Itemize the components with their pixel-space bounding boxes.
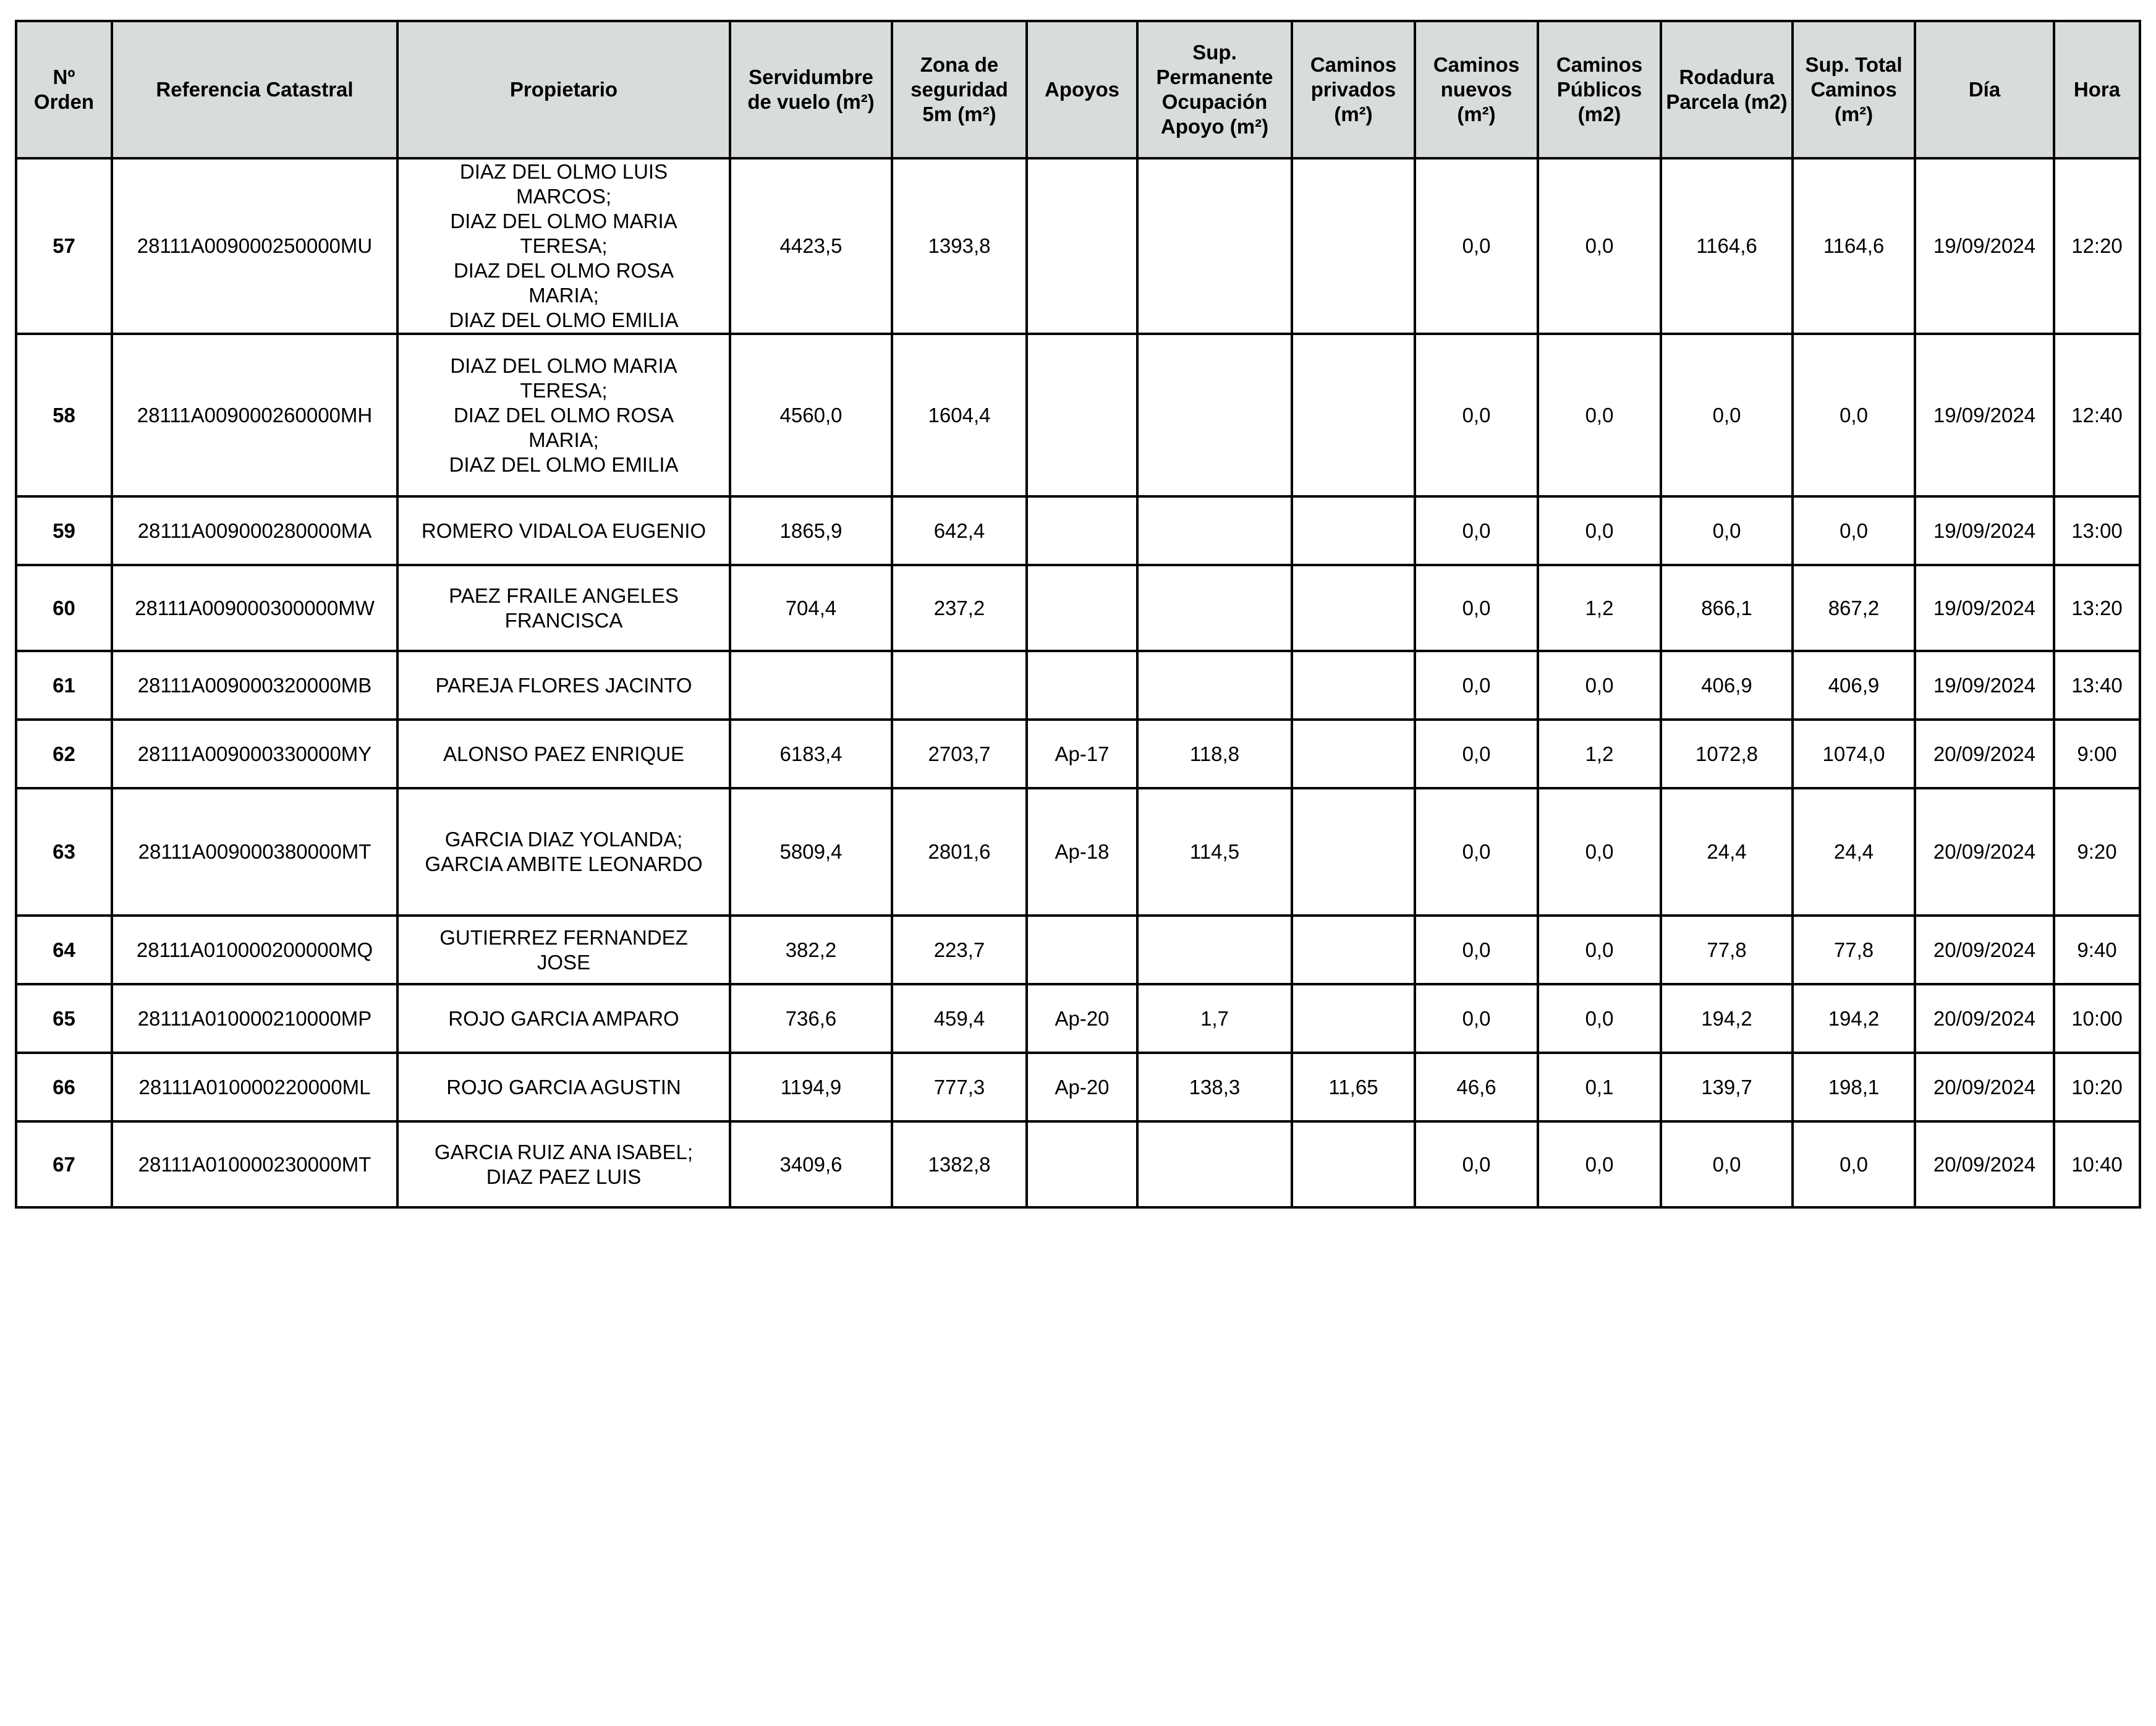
owner-line: DIAZ DEL OLMO ROSA [453, 259, 674, 282]
cell-referencia: 28111A009000380000MT [112, 788, 397, 916]
cell-caminos-privados [1292, 496, 1415, 565]
afecciones-table [15, 20, 2141, 1209]
cell-hora: 13:20 [2054, 565, 2140, 651]
table-row [16, 1121, 2140, 1207]
cell-referencia: 28111A009000300000MW [112, 565, 397, 651]
owner-line: MARCOS; [516, 185, 611, 208]
cell-rodadura: 1164,6 [1661, 158, 1793, 334]
cell-apoyos [1027, 565, 1137, 651]
cell-caminos-publicos: 0,1 [1538, 1053, 1661, 1121]
cell-sup-total: 0,0 [1793, 1121, 1915, 1207]
cell-apoyos [1027, 158, 1137, 334]
cell-dia: 20/09/2024 [1915, 720, 2054, 788]
cell-sup-permanente [1137, 1121, 1292, 1207]
cell-sup-total: 0,0 [1793, 496, 1915, 565]
cell-sup-permanente: 1,7 [1137, 984, 1292, 1053]
table-row [16, 565, 2140, 651]
cell-zona-seguridad: 1382,8 [892, 1121, 1027, 1207]
table-row [16, 334, 2140, 496]
header-caminos-nuevos: Caminos nuevos (m²) [1415, 21, 1538, 158]
cell-propietario [397, 158, 730, 334]
cell-referencia: 28111A009000280000MA [112, 496, 397, 565]
cell-servidumbre: 5809,4 [730, 788, 892, 916]
cell-caminos-nuevos: 0,0 [1415, 651, 1538, 720]
cell-caminos-publicos: 0,0 [1538, 984, 1661, 1053]
cell-zona-seguridad [892, 651, 1027, 720]
header-caminos-privados: Caminos privados (m²) [1292, 21, 1415, 158]
cell-orden: 66 [16, 1053, 112, 1121]
cell-apoyos: Ap-20 [1027, 984, 1137, 1053]
header-zona-seguridad: Zona de seguridad 5m (m²) [892, 21, 1027, 158]
cell-rodadura: 194,2 [1661, 984, 1793, 1053]
cell-servidumbre: 736,6 [730, 984, 892, 1053]
cell-servidumbre: 1194,9 [730, 1053, 892, 1121]
cell-orden: 60 [16, 565, 112, 651]
cell-dia: 20/09/2024 [1915, 788, 2054, 916]
cell-caminos-nuevos: 0,0 [1415, 158, 1538, 334]
cell-dia: 19/09/2024 [1915, 496, 2054, 565]
owner-line: TERESA; [520, 378, 608, 402]
cell-caminos-publicos: 0,0 [1538, 788, 1661, 916]
cell-orden: 59 [16, 496, 112, 565]
cell-dia: 19/09/2024 [1915, 158, 2054, 334]
cell-sup-total: 77,8 [1793, 916, 1915, 984]
cell-servidumbre: 6183,4 [730, 720, 892, 788]
owner-line: DIAZ DEL OLMO MARIA [450, 354, 677, 377]
cell-caminos-nuevos: 0,0 [1415, 720, 1538, 788]
cell-zona-seguridad: 223,7 [892, 916, 1027, 984]
cell-caminos-publicos: 0,0 [1538, 651, 1661, 720]
cell-sup-total: 1074,0 [1793, 720, 1915, 788]
cell-sup-total: 867,2 [1793, 565, 1915, 651]
cell-zona-seguridad: 642,4 [892, 496, 1027, 565]
cell-sup-total: 194,2 [1793, 984, 1915, 1053]
cell-caminos-privados [1292, 1121, 1415, 1207]
cell-sup-permanente: 114,5 [1137, 788, 1292, 916]
owner-line: DIAZ DEL OLMO ROSA [453, 403, 674, 427]
table-row [16, 984, 2140, 1053]
owner-line: MARIA; [528, 284, 599, 307]
cell-dia: 20/09/2024 [1915, 916, 2054, 984]
cell-zona-seguridad: 237,2 [892, 565, 1027, 651]
cell-caminos-nuevos: 0,0 [1415, 496, 1538, 565]
owner-line: GARCIA DIAZ YOLANDA; [444, 828, 683, 851]
cell-sup-permanente [1137, 334, 1292, 496]
cell-caminos-privados [1292, 334, 1415, 496]
cell-propietario [397, 565, 730, 651]
cell-servidumbre: 3409,6 [730, 1121, 892, 1207]
cell-referencia: 28111A009000260000MH [112, 334, 397, 496]
cell-caminos-publicos: 1,2 [1538, 565, 1661, 651]
cell-apoyos: Ap-20 [1027, 1053, 1137, 1121]
header-sup-permanente: Sup. Permanente Ocupación Apoyo (m²) [1137, 21, 1292, 158]
cell-zona-seguridad: 459,4 [892, 984, 1027, 1053]
cell-propietario [397, 1053, 730, 1121]
cell-apoyos [1027, 916, 1137, 984]
cell-hora: 10:40 [2054, 1121, 2140, 1207]
cell-zona-seguridad: 1393,8 [892, 158, 1027, 334]
cell-orden: 64 [16, 916, 112, 984]
cell-caminos-privados [1292, 916, 1415, 984]
header-rodadura: Rodadura Parcela (m2) [1661, 21, 1793, 158]
cell-sup-permanente: 138,3 [1137, 1053, 1292, 1121]
header-propietario: Propietario [397, 21, 730, 158]
cell-apoyos [1027, 1121, 1137, 1207]
cell-rodadura: 406,9 [1661, 651, 1793, 720]
table-row [16, 788, 2140, 916]
owner-line: ROJO GARCIA AGUSTIN [446, 1075, 681, 1099]
cell-sup-total: 0,0 [1793, 334, 1915, 496]
cell-dia: 20/09/2024 [1915, 1121, 2054, 1207]
cell-servidumbre: 4423,5 [730, 158, 892, 334]
owner-line: MARIA; [528, 428, 599, 451]
table-row [16, 158, 2140, 334]
cell-zona-seguridad: 1604,4 [892, 334, 1027, 496]
header-dia: Día [1915, 21, 2054, 158]
cell-orden: 63 [16, 788, 112, 916]
cell-referencia: 28111A010000220000ML [112, 1053, 397, 1121]
cell-hora: 12:20 [2054, 158, 2140, 334]
cell-rodadura: 0,0 [1661, 1121, 1793, 1207]
cell-propietario [397, 651, 730, 720]
cell-caminos-publicos: 0,0 [1538, 916, 1661, 984]
owner-line: JOSE [537, 950, 591, 974]
cell-rodadura: 866,1 [1661, 565, 1793, 651]
cell-apoyos: Ap-18 [1027, 788, 1137, 916]
cell-apoyos: Ap-17 [1027, 720, 1137, 788]
cell-propietario [397, 788, 730, 916]
header-hora: Hora [2054, 21, 2140, 158]
cell-sup-permanente [1137, 496, 1292, 565]
owner-line: DIAZ DEL OLMO EMILIA [449, 453, 679, 476]
cell-hora: 9:40 [2054, 916, 2140, 984]
owner-line: GUTIERREZ FERNANDEZ [439, 925, 688, 949]
header-referencia: Referencia Catastral [112, 21, 397, 158]
cell-hora: 10:20 [2054, 1053, 2140, 1121]
cell-hora: 10:00 [2054, 984, 2140, 1053]
table-body [16, 158, 2140, 1207]
cell-propietario [397, 916, 730, 984]
cell-zona-seguridad: 2703,7 [892, 720, 1027, 788]
owner-line: GARCIA AMBITE LEONARDO [425, 852, 703, 875]
cell-dia: 20/09/2024 [1915, 1053, 2054, 1121]
table-row [16, 496, 2140, 565]
cell-sup-total: 1164,6 [1793, 158, 1915, 334]
cell-servidumbre: 382,2 [730, 916, 892, 984]
cell-caminos-publicos: 0,0 [1538, 1121, 1661, 1207]
cell-hora: 9:20 [2054, 788, 2140, 916]
owner-line: ALONSO PAEZ ENRIQUE [443, 742, 684, 765]
cell-sup-total: 198,1 [1793, 1053, 1915, 1121]
cell-sup-permanente [1137, 158, 1292, 334]
cell-orden: 62 [16, 720, 112, 788]
cell-caminos-nuevos: 0,0 [1415, 1121, 1538, 1207]
cell-propietario [397, 1121, 730, 1207]
cell-caminos-privados [1292, 788, 1415, 916]
owner-line: TERESA; [520, 234, 608, 257]
cell-sup-permanente [1137, 916, 1292, 984]
cell-apoyos [1027, 334, 1137, 496]
cell-rodadura: 139,7 [1661, 1053, 1793, 1121]
cell-rodadura: 0,0 [1661, 334, 1793, 496]
cell-caminos-nuevos: 0,0 [1415, 334, 1538, 496]
cell-orden: 65 [16, 984, 112, 1053]
header-apoyos: Apoyos [1027, 21, 1137, 158]
cell-hora: 12:40 [2054, 334, 2140, 496]
cell-rodadura: 77,8 [1661, 916, 1793, 984]
cell-referencia: 28111A010000200000MQ [112, 916, 397, 984]
cell-caminos-nuevos: 0,0 [1415, 916, 1538, 984]
cell-zona-seguridad: 2801,6 [892, 788, 1027, 916]
cell-servidumbre: 1865,9 [730, 496, 892, 565]
owner-line: DIAZ DEL OLMO LUIS [459, 160, 668, 183]
cell-referencia: 28111A010000210000MP [112, 984, 397, 1053]
owner-line: FRANCISCA [504, 608, 623, 632]
cell-orden: 58 [16, 334, 112, 496]
cell-orden: 57 [16, 158, 112, 334]
cell-propietario [397, 496, 730, 565]
cell-zona-seguridad: 777,3 [892, 1053, 1027, 1121]
cell-sup-permanente: 118,8 [1137, 720, 1292, 788]
cell-propietario [397, 720, 730, 788]
table-row [16, 651, 2140, 720]
header-caminos-publicos: Caminos Públicos (m2) [1538, 21, 1661, 158]
cell-hora: 9:00 [2054, 720, 2140, 788]
cell-caminos-publicos: 1,2 [1538, 720, 1661, 788]
cell-orden: 67 [16, 1121, 112, 1207]
cell-propietario [397, 334, 730, 496]
cell-caminos-privados [1292, 984, 1415, 1053]
cell-caminos-nuevos: 0,0 [1415, 984, 1538, 1053]
cell-referencia: 28111A009000250000MU [112, 158, 397, 334]
table-header-row [16, 21, 2140, 158]
cell-caminos-privados: 11,65 [1292, 1053, 1415, 1121]
cell-caminos-nuevos: 46,6 [1415, 1053, 1538, 1121]
cell-dia: 19/09/2024 [1915, 334, 2054, 496]
table-row [16, 1053, 2140, 1121]
header-orden: Nº Orden [16, 21, 112, 158]
cell-orden: 61 [16, 651, 112, 720]
cell-caminos-nuevos: 0,0 [1415, 788, 1538, 916]
cell-propietario [397, 984, 730, 1053]
header-sup-total: Sup. Total Caminos (m²) [1793, 21, 1915, 158]
cell-servidumbre: 704,4 [730, 565, 892, 651]
owner-line: DIAZ DEL OLMO MARIA [450, 210, 677, 232]
owner-line: ROMERO VIDALOA EUGENIO [421, 519, 707, 542]
cell-hora: 13:40 [2054, 651, 2140, 720]
owner-line: PAEZ FRAILE ANGELES [449, 584, 679, 607]
cell-caminos-privados [1292, 720, 1415, 788]
owner-line: DIAZ DEL OLMO EMILIA [449, 308, 679, 331]
cell-sup-permanente [1137, 651, 1292, 720]
owner-line: GARCIA RUIZ ANA ISABEL; [434, 1140, 694, 1163]
cell-servidumbre: 4560,0 [730, 334, 892, 496]
owner-line: ROJO GARCIA AMPARO [448, 1006, 679, 1030]
cell-referencia: 28111A010000230000MT [112, 1121, 397, 1207]
cell-apoyos [1027, 651, 1137, 720]
cell-rodadura: 0,0 [1661, 496, 1793, 565]
cell-caminos-publicos: 0,0 [1538, 158, 1661, 334]
header-servidumbre: Servidumbre de vuelo (m²) [730, 21, 892, 158]
cell-sup-total: 24,4 [1793, 788, 1915, 916]
cell-referencia: 28111A009000320000MB [112, 651, 397, 720]
cell-hora: 13:00 [2054, 496, 2140, 565]
owner-line: PAREJA FLORES JACINTO [435, 673, 692, 697]
cell-referencia: 28111A009000330000MY [112, 720, 397, 788]
cell-caminos-privados [1292, 565, 1415, 651]
owner-line: DIAZ PAEZ LUIS [486, 1165, 642, 1188]
cell-caminos-privados [1292, 158, 1415, 334]
cell-caminos-publicos: 0,0 [1538, 334, 1661, 496]
cell-dia: 19/09/2024 [1915, 651, 2054, 720]
cell-rodadura: 1072,8 [1661, 720, 1793, 788]
cell-caminos-publicos: 0,0 [1538, 496, 1661, 565]
cell-rodadura: 24,4 [1661, 788, 1793, 916]
table-row [16, 720, 2140, 788]
cell-caminos-privados [1292, 651, 1415, 720]
cell-dia: 20/09/2024 [1915, 984, 2054, 1053]
cell-apoyos [1027, 496, 1137, 565]
cell-sup-total: 406,9 [1793, 651, 1915, 720]
cell-dia: 19/09/2024 [1915, 565, 2054, 651]
cell-sup-permanente [1137, 565, 1292, 651]
cell-caminos-nuevos: 0,0 [1415, 565, 1538, 651]
table-row [16, 916, 2140, 984]
cell-servidumbre [730, 651, 892, 720]
